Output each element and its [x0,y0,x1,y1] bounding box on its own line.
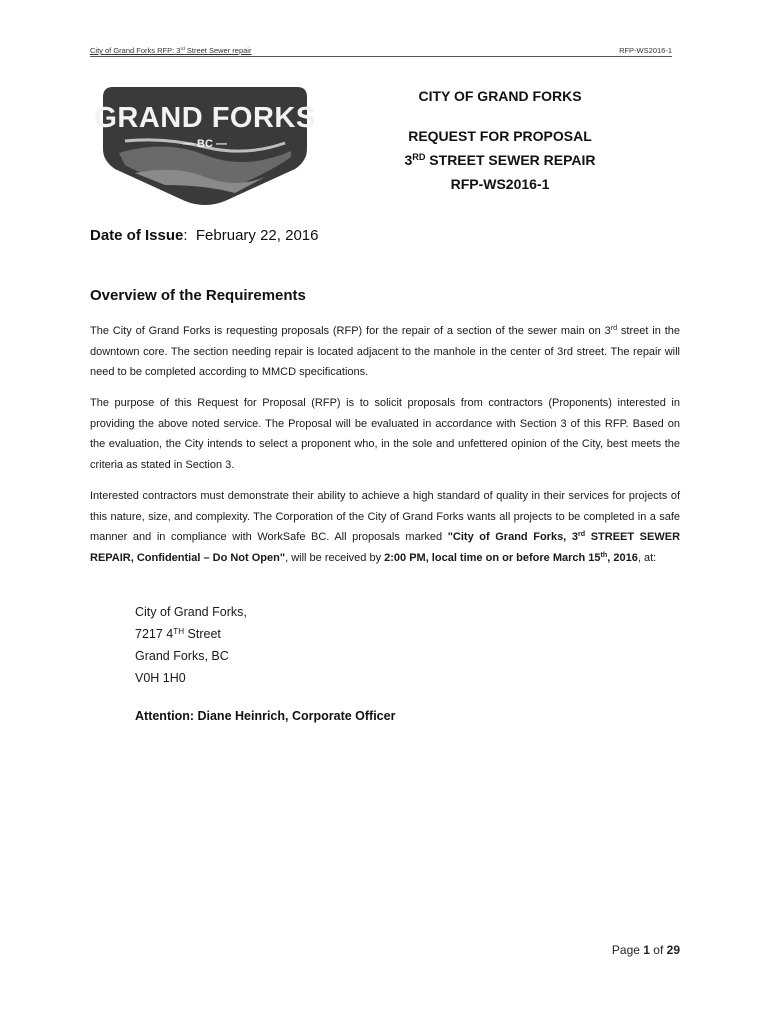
date-of-issue-label: Date of Issue [90,227,184,244]
date-of-issue: Date of Issue: February 22, 2016 [90,227,319,244]
address-line-2: 7217 4TH Street [135,626,221,641]
title-city: CITY OF GRAND FORKS [418,88,582,104]
address-line-4: V0H 1H0 [135,671,186,685]
attention-line: Attention: Diane Heinrich, Corporate Officer [135,709,396,723]
logo-subtitle: — BC — [183,138,227,150]
grand-forks-logo-graphic [95,81,315,207]
date-of-issue-value: February 22, 2016 [195,227,319,244]
mailing-address [135,601,247,689]
grand-forks-logo [95,81,315,207]
running-header-rfp-number: RFP-WS2016-1 [619,46,672,55]
overview-paragraph-1: The City of Grand Forks is requesting proposals (RFP) for the repair of a section of the sewer main on 3rd street in the downtown core. The section needing repair is located adjacent to the manhole in the center of 3rd street. The repair will need to be completed according to MMCD specifications. [90,324,680,378]
running-header [90,46,672,57]
title-rfp-number: RFP-WS2016-1 [450,176,550,192]
overview-paragraph-2: The purpose of this Request for Proposal (RFP) is to solicit proposals from contractors (Proponents) interested in providing the above noted service. The Proposal will be evaluated in accordance with Section 3 of this RFP. Based on the evaluation, the City intends to select a proponent who, in the sole and unfettered opinion of the City, best meets the criteria as stated in Section 3. [90,397,680,471]
page-number: Page 1 of 29 [611,943,680,957]
title-project: 3RD STREET SEWER REPAIR [404,152,596,168]
logo-wordmark: GRAND FORKS [95,102,315,134]
address-line-3: Grand Forks, BC [135,649,229,663]
overview-paragraph-3: Interested contractors must demonstrate their ability to achieve a high standard of quality in their services for projects of this nature, size, and complexity. The Corporation of the City of Grand Forks wants all projects to be completed in a safe manner and in compliance with WorkSafe BC. All proposals marked "City of Grand Forks, 3rd STREET SEWER REPAIR, Confidential – Do Not Open", will be received by 2:00 PM, local time on or before March 15th, 2016, at: [90,490,681,564]
overview-heading: Overview of the Requirements [90,287,306,304]
running-header-title: City of Grand Forks RFP: 3rd Street Sewer repair [90,46,252,55]
title-block [330,84,670,196]
title-request-for-proposal: REQUEST FOR PROPOSAL [408,128,592,144]
address-line-1: City of Grand Forks, [135,605,247,619]
